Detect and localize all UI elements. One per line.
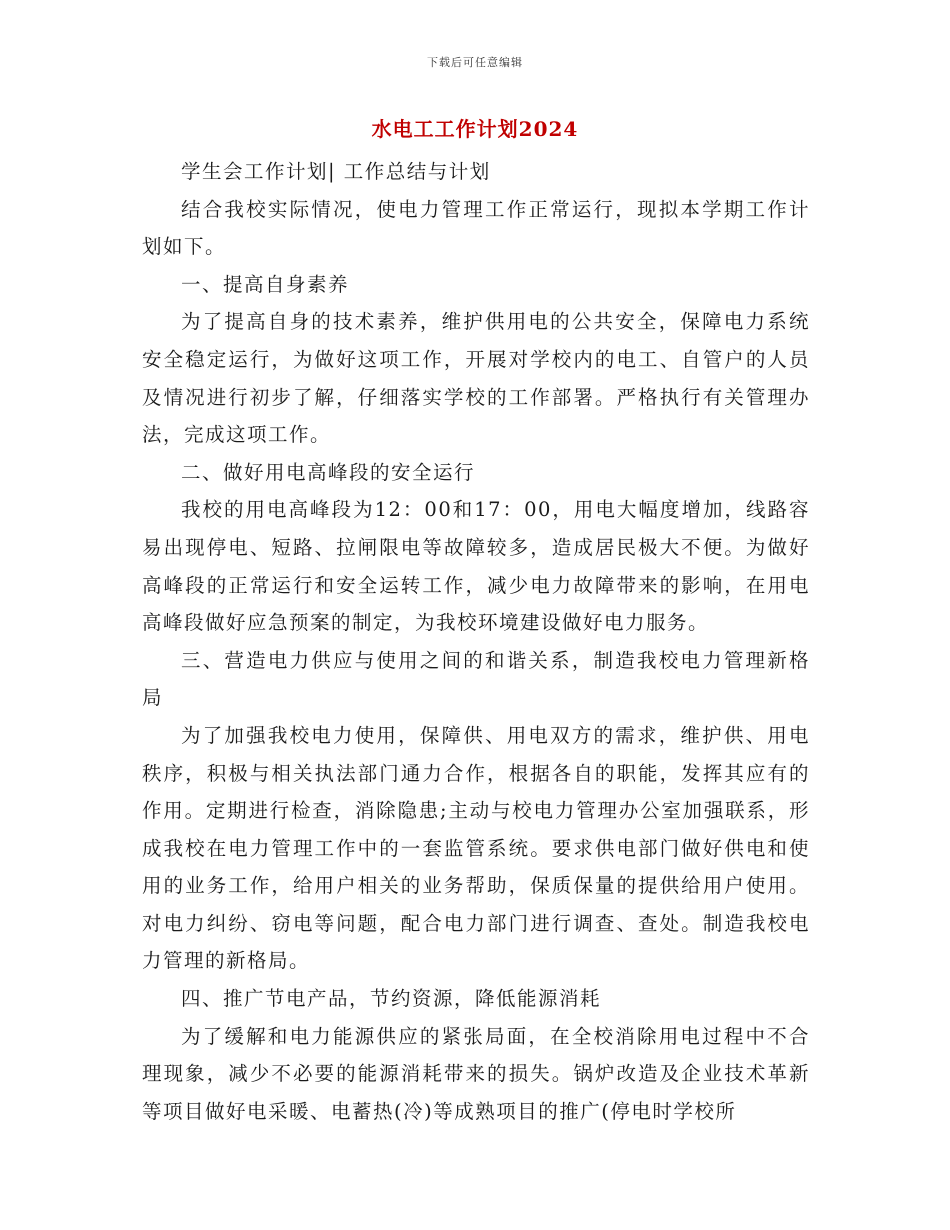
section-heading-4: 四、推广节电产品，节约资源，降低能源消耗 <box>181 987 602 1011</box>
section-body-2: 我校的用电高峰段为12：00和17：00，用电大幅度增加，线路容易出现停电、短路、拉闸限电等故障较多，造成居民极大不便。为做好高峰段的正常运行和安全运转工作，减少电力故障带来的影响，在用电高峰段做好应急预案的制定，为我校环境建设做好电力服务。 <box>142 498 810 635</box>
section-body-4: 为了缓解和电力能源供应的紧张局面，在全校消除用电过程中不合理现象，减少不必要的能源消耗带来的损失。锅炉改造及企业技术革新等项目做好电采暖、电蓄热(冷)等成熟项目的推广(停电时学校所 <box>142 1024 810 1123</box>
section-body-1: 为了提高自身的技术素养，维护供用电的公共安全，保障电力系统安全稳定运行，为做好这项工作，开展对学校内的电工、自管户的人员及情况进行初步了解，仔细落实学校的工作部署。严格执行有关管理办法，完成这项工作。 <box>142 310 810 447</box>
page-header-note: 下载后可任意编辑 <box>427 56 523 69</box>
section-heading-1: 一、提高自身素养 <box>181 272 350 296</box>
paragraph-subtitle: 学生会工作计划| 工作总结与计划 <box>181 160 491 183</box>
section-heading-3: 三、营造电力供应与使用之间的和谐关系，制造我校电力管理新格局 <box>142 648 810 710</box>
section-heading-2: 二、做好用电高峰段的安全运行 <box>181 460 476 484</box>
document-body <box>142 153 810 1130</box>
document-title: 水电工工作计划2024 <box>371 117 579 141</box>
section-body-3: 为了加强我校电力使用，保障供、用电双方的需求，维护供、用电秩序，积极与相关执法部门通力合作，根据各自的职能，发挥其应有的作用。定期进行检查，消除隐患;主动与校电力管理办公室加强联系，形成我校在电力管理工作中的一套监管系统。要求供电部门做好供电和使用的业务工作，给用户相关的业务帮助，保质保量的提供给用户使用。对电力纠纷、窃电等问题，配合电力部门进行调查、查处。制造我校电力管理的新格局。 <box>142 723 810 973</box>
paragraph-intro: 结合我校实际情况，使电力管理工作正常运行，现拟本学期工作计划如下。 <box>142 197 810 259</box>
